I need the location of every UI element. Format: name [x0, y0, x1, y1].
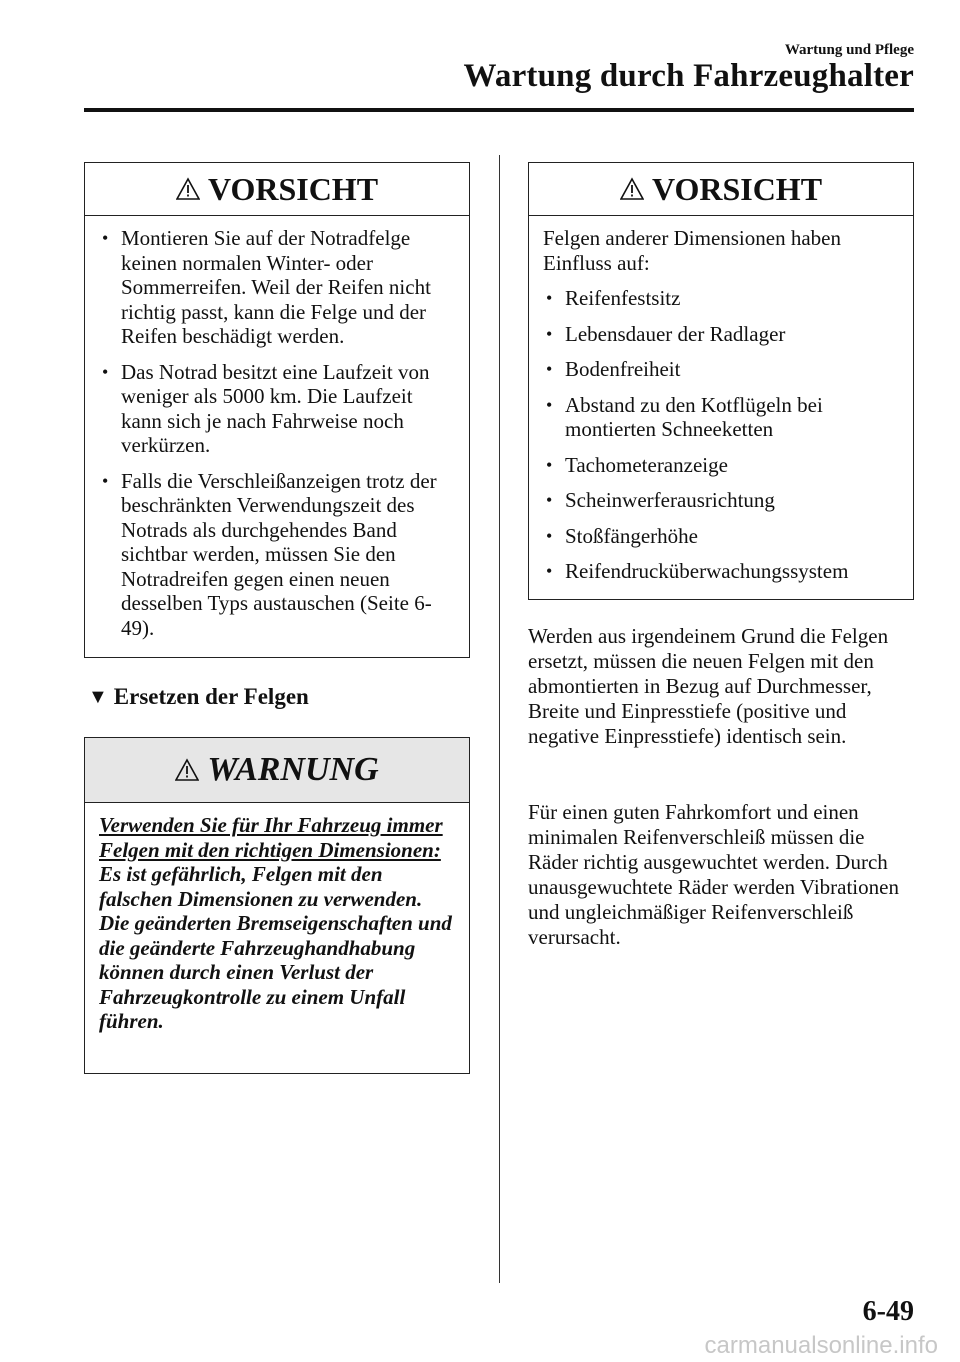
- list-item: • Reifendrucküberwachungssystem: [546, 559, 849, 583]
- caution-body: [529, 216, 913, 594]
- section-heading-text: Ersetzen der Felgen: [113, 684, 309, 709]
- caution-heading: VORSICHT: [651, 170, 823, 207]
- bullet-icon: •: [546, 323, 553, 344]
- bullet-icon: •: [546, 490, 553, 510]
- caution-box-left: [84, 162, 470, 658]
- list-item: • Tachometeranzeige: [546, 452, 728, 477]
- warning-triangle-icon: [620, 177, 644, 201]
- bullet-icon: •: [546, 394, 553, 415]
- warning-text: Es ist gefährlich, Felgen mit den falschen Dimensionen zu verwenden. Die geänderten Bremseigenschaften und die geänderte Fahrzeughandhabung können durch einen Verlust der Fahrzeugkontrolle zu einem Unfall führen.: [99, 862, 452, 1033]
- list-item: • Scheinwerferausrichtung: [546, 488, 775, 512]
- list-item: • Reifenfestsitz: [546, 286, 681, 310]
- column-divider: [499, 155, 500, 1283]
- caution-box-header: [85, 163, 469, 216]
- bullet-icon: •: [102, 228, 109, 248]
- warning-body: [85, 803, 469, 1044]
- section-marker-icon: ▼: [88, 685, 108, 708]
- caution-heading: VORSICHT: [207, 170, 379, 207]
- page-number: 6-49: [862, 1296, 914, 1327]
- bullet-icon: •: [546, 454, 553, 475]
- warning-underlined-text: Verwenden Sie für Ihr Fahrzeug immer Felgen mit den richtigen Dimensionen:: [99, 813, 443, 862]
- bullet-icon: •: [546, 561, 553, 581]
- bullet-icon: •: [102, 361, 109, 382]
- bullet-icon: •: [102, 470, 109, 491]
- body-paragraph: Für einen guten Fahrkomfort und einen minimalen Reifenverschleiß müssen die Räder richtig ausgewuchtet werden. Durch unausgewuchtete Räder werden Vibrationen und ungleichmäßiger Reifenverschleiß verursacht.: [528, 800, 899, 949]
- bullet-icon: •: [546, 525, 553, 546]
- warning-box-header: [85, 738, 469, 803]
- caution-body: [85, 216, 469, 650]
- header-rule: [84, 108, 914, 112]
- caution-box-header: [529, 163, 913, 216]
- warning-triangle-icon: [175, 758, 199, 782]
- caution-box-right: [528, 162, 914, 600]
- page-title: Wartung durch Fahrzeughalter: [463, 58, 914, 94]
- list-item: • Abstand zu den Kotflügeln bei montierten Schneeketten: [546, 392, 823, 441]
- list-item: • Falls die Verschleißanzeigen trotz der beschränkten Verwendungszeit des Notrads als durchgehendes Band sichtbar werden, müssen Sie den Notradreifen gegen einen neuen desselben Typs austauschen (Seite 6-49).: [102, 468, 437, 640]
- list-item: • Lebensdauer der Radlager: [546, 321, 786, 346]
- list-item: • Montieren Sie auf der Notradfelge keinen normalen Winter- oder Sommerreifen. Weil der Reifen nicht richtig passt, kann die Felge und der Reifen beschädigt werden.: [102, 226, 431, 348]
- list-item: • Stoßfängerhöhe: [546, 523, 698, 548]
- warning-triangle-icon: [176, 177, 200, 201]
- bullet-icon: •: [546, 359, 553, 379]
- list-item: • Bodenfreiheit: [546, 357, 681, 381]
- header-section-label: Wartung und Pflege: [784, 42, 914, 58]
- warning-box: [84, 737, 470, 1074]
- caution-intro: Felgen anderer Dimensionen haben Einfluss auf:: [543, 226, 841, 275]
- warning-heading: WARNUNG: [207, 751, 379, 788]
- list-item: • Das Notrad besitzt eine Laufzeit von weniger als 5000 km. Die Laufzeit kann sich je nach Fahrweise noch verkürzen.: [102, 359, 430, 457]
- body-paragraph: Werden aus irgendeinem Grund die Felgen ersetzt, müssen die neuen Felgen mit den abmontierten in Bezug auf Durchmesser, Breite und Einpresstiefe (positive und negative Einpresstiefe) identisch sein.: [528, 624, 889, 748]
- bullet-icon: •: [546, 288, 553, 308]
- section-heading: [88, 684, 309, 710]
- watermark: carmanualsonline.info: [704, 1332, 938, 1359]
